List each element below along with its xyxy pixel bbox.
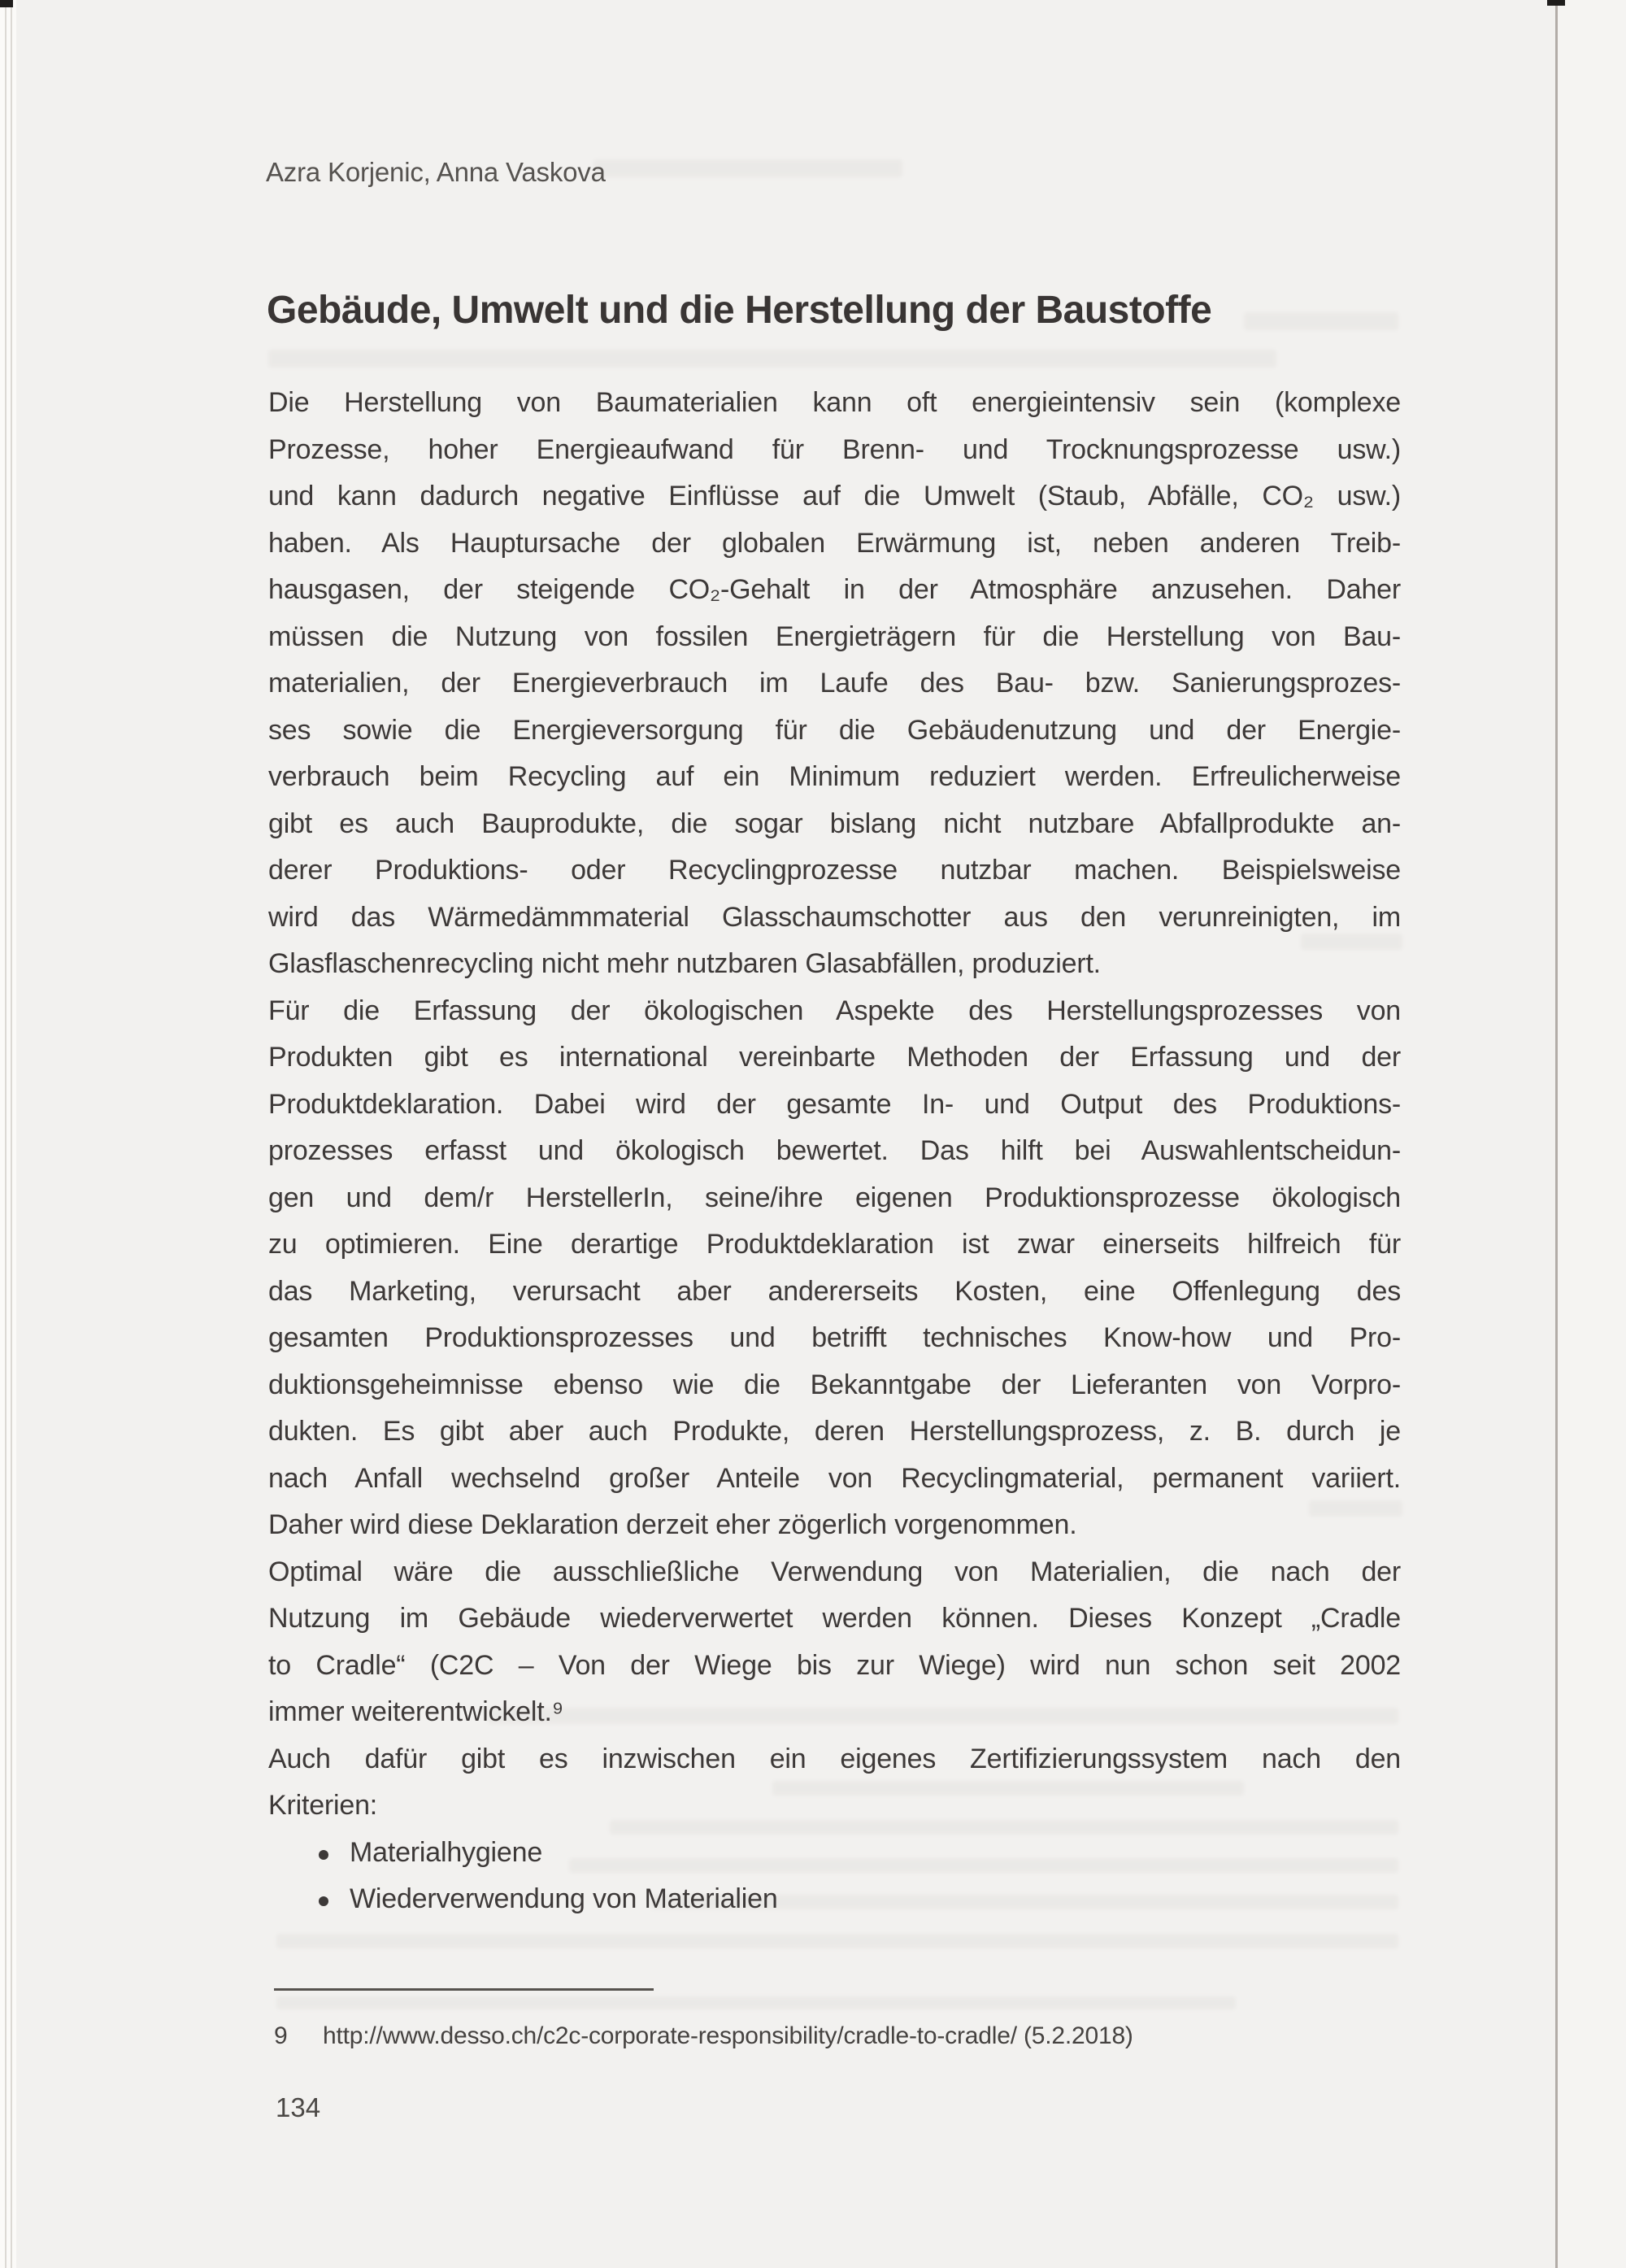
page-left-edge [0, 0, 16, 2268]
text-line: prozesses erfasst und ökologisch bewertet. Das hilft bei Auswahlentscheidun- [268, 1135, 1401, 1166]
text-line: Auch dafür gibt es inzwischen ein eigenes Zertifizierungssystem nach den [268, 1743, 1401, 1774]
bullet-item: Materialhygiene [268, 1830, 1401, 1877]
text-line: nach Anfall wechselnd großer Anteile von Recyclingmaterial, permanent variiert. [268, 1462, 1401, 1494]
bleedthrough-ghost [1244, 312, 1398, 330]
text-line: gesamten Produktionsprozesses und betrifft technisches Know-how und Pro- [268, 1322, 1401, 1353]
text-line: ses sowie die Energieversorgung für die Gebäudenutzung und der Energie- [268, 714, 1401, 746]
text-line: gibt es auch Bauprodukte, die sogar bislang nicht nutzbare Abfallprodukte an- [268, 808, 1401, 839]
text-line: das Marketing, verursacht aber andererseits Kosten, eine Offenlegung des [268, 1275, 1401, 1307]
bleedthrough-ghost [276, 1934, 1398, 1948]
text-line: derer Produktions- oder Recyclingprozesse nutzbar machen. Beispielsweise [268, 855, 1401, 886]
chapter-title: Gebäude, Umwelt und die Herstellung der Baustoffe [267, 289, 1212, 332]
footnote [274, 2022, 1331, 2051]
text-line: und kann dadurch negative Einflüsse auf die Umwelt (Staub, Abfälle, CO₂ usw.) [268, 481, 1401, 511]
text-line: materialien, der Energieverbrauch im Laufe des Bau- bzw. Sanierungsprozes- [268, 668, 1401, 699]
text-line: Nutzung im Gebäude wiederverwertet werden können. Dieses Konzept „Cradle [268, 1603, 1401, 1634]
scan-edge-line [5, 0, 7, 2268]
text-line: Für die Erfassung der ökologischen Aspekte des Herstellungsprozesses von [268, 995, 1401, 1026]
text-line: Glasflaschenrecycling nicht mehr nutzbaren Glasabfällen, produziert. [268, 948, 1101, 979]
author-line: Azra Korjenic, Anna Vaskova [266, 157, 606, 187]
bleedthrough-ghost [268, 350, 1276, 368]
body-text [268, 380, 1401, 1923]
text-line: müssen die Nutzung von fossilen Energieträgern für die Herstellung von Bau- [268, 620, 1401, 652]
text-line: dukten. Es gibt aber auch Produkte, deren Herstellungsprozess, z. B. durch je [268, 1416, 1401, 1447]
text-line: Die Herstellung von Baumaterialien kann oft energieintensiv sein (komplexe [268, 387, 1401, 418]
bleedthrough-ghost [276, 1996, 1236, 2009]
page-edge-shadow-line [1555, 0, 1558, 2268]
footnote-url: http://www.desso.ch/c2c-corporate-responsibility/cradle-to-cradle/ (5.2.2018) [323, 2022, 1133, 2049]
text-line: Prozesse, hoher Energieaufwand für Brenn- und Trocknungsprozesse usw.) [268, 433, 1401, 465]
footnote-separator [274, 1988, 654, 1991]
text-line: immer weiterentwickelt.⁹ [268, 1696, 564, 1727]
text-line: hausgasen, der steigende CO₂-Gehalt in der Atmosphäre anzusehen. Daher [268, 574, 1401, 605]
bullet-item: Wiederverwendung von Materialien [268, 1876, 1401, 1923]
text-line: haben. Als Hauptursache der globalen Erwärmung ist, neben anderen Treib- [268, 527, 1401, 559]
text-line: verbrauch beim Recycling auf ein Minimum reduziert werden. Erfreulicherweise [268, 761, 1401, 792]
scan-edge-line [11, 0, 12, 2268]
text-line: duktionsgeheimnisse ebenso wie die Bekanntgabe der Lieferanten von Vorpro- [268, 1369, 1401, 1400]
text-line: gen und dem/r HerstellerIn, seine/ihre eigenen Produktionsprozesse ökologisch [268, 1182, 1401, 1213]
text-line: Daher wird diese Deklaration derzeit eher zögerlich vorgenommen. [268, 1509, 1077, 1540]
text-line: to Cradle“ (C2C – Von der Wiege bis zur Wiege) wird nun schon seit 2002 [268, 1649, 1401, 1681]
text-line: Optimal wäre die ausschließliche Verwendung von Materialien, die nach der [268, 1556, 1401, 1587]
page-number: 134 [276, 2092, 321, 2122]
text-line: Produkten gibt es international vereinbarte Methoden der Erfassung und der [268, 1042, 1401, 1073]
scan-corner-mark [0, 0, 13, 7]
text-line: Produktdeklaration. Dabei wird der gesamte In- und Output des Produktions- [268, 1088, 1401, 1120]
text-line: Kriterien: [268, 1790, 378, 1821]
text-line: wird das Wärmedämmmaterial Glasschaumschotter aus den verunreinigten, im [268, 901, 1401, 933]
bleedthrough-ghost [593, 159, 902, 177]
text-line: zu optimieren. Eine derartige Produktdeklaration ist zwar einerseits hilfreich für [268, 1229, 1401, 1260]
page-right-margin [1558, 0, 1626, 2268]
scan-corner-mark [1547, 0, 1565, 6]
footnote-number: 9 [274, 2022, 288, 2049]
